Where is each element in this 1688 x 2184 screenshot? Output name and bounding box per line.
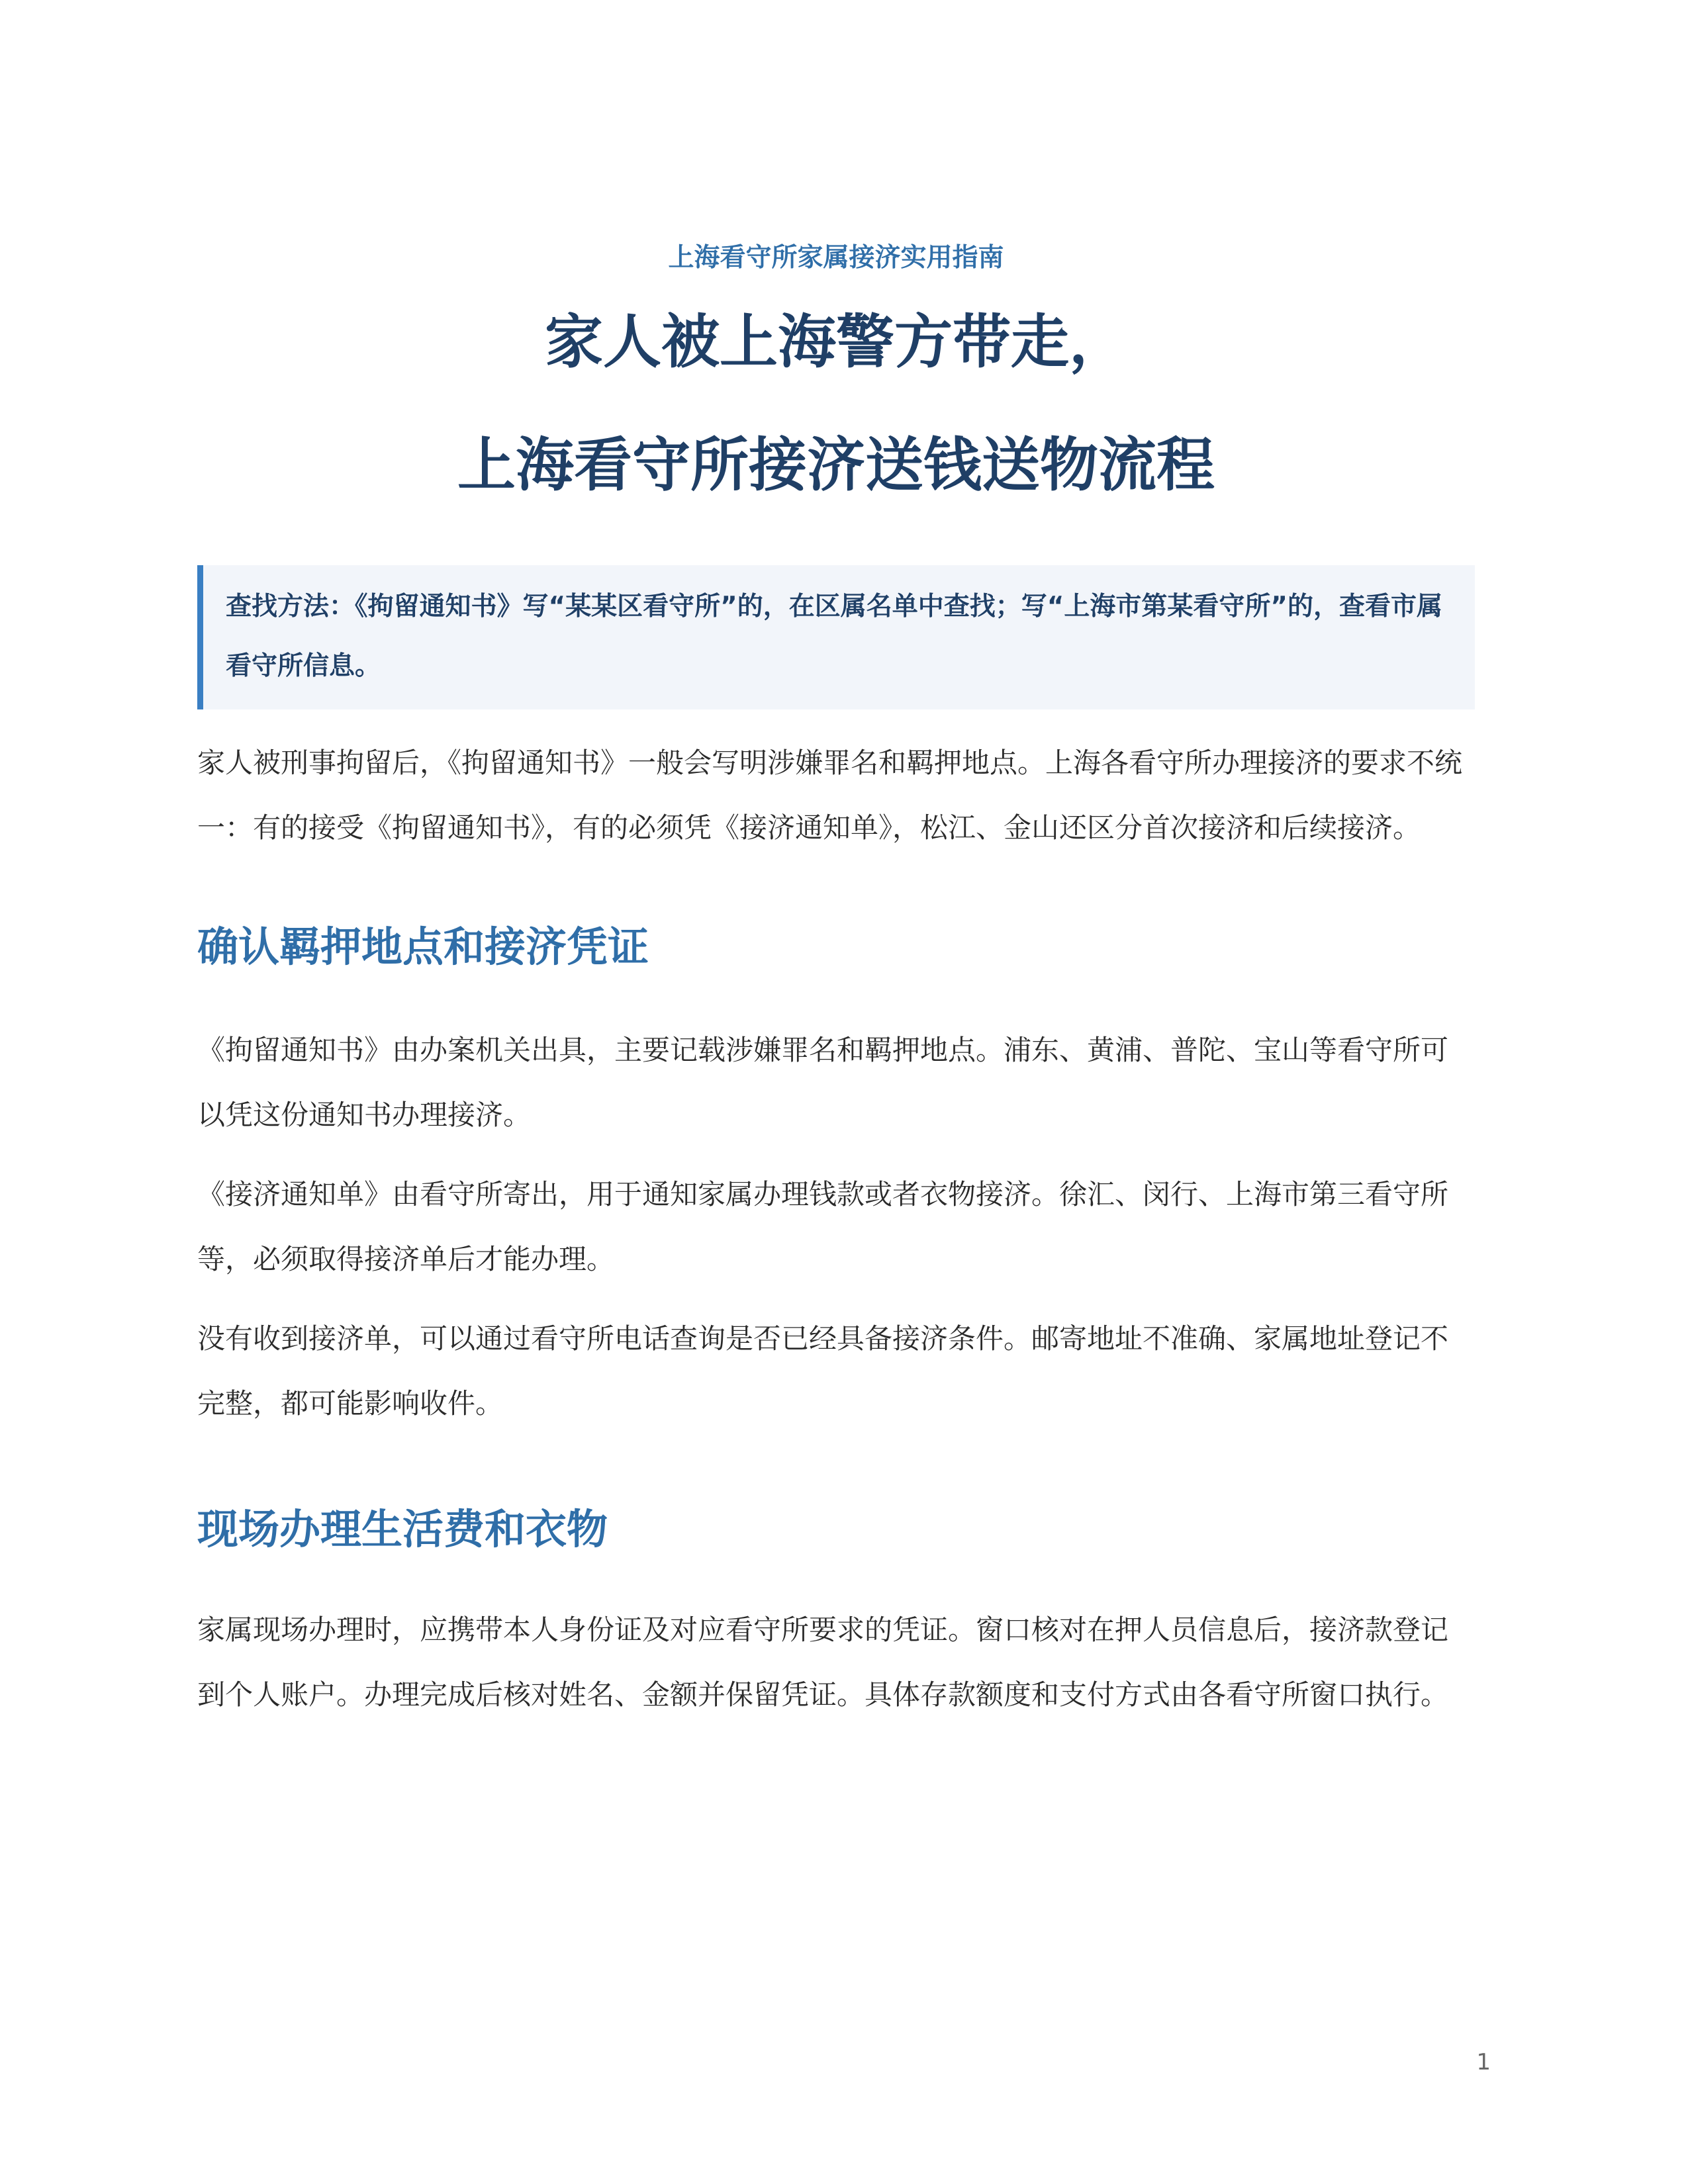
intro-paragraph: 家人被刑事拘留后，《拘留通知书》一般会写明涉嫌罪名和羁押地点。上海各看守所办理接济的要求不统一：有的接受《拘留通知书》，有的必须凭《接济通知单》，松江、金山还区分首次接济和后续接济。	[197, 747, 1463, 844]
section-heading-confirm-location: 确认羁押地点和接济凭证	[197, 923, 649, 971]
title-line-1: 家人被上海警方带走，	[544, 308, 1127, 376]
document-content	[197, 238, 1475, 1727]
section-2-paragraph-1: 家属现场办理时，应携带本人身份证及对应看守所要求的凭证。窗口核对在押人员信息后，接济款登记到个人账户。办理完成后核对姓名、金额并保留凭证。具体存款额度和支付方式由各看守所窗口执行。	[197, 1614, 1449, 1711]
section-1-paragraph-2: 《接济通知单》由看守所寄出，用于通知家属办理钱款或者衣物接济。徐汇、闵行、上海市第三看守所等，必须取得接济单后才能办理。	[197, 1178, 1449, 1275]
section-heading-onsite-processing: 现场办理生活费和衣物	[197, 1505, 608, 1553]
section-1-paragraph-1: 《拘留通知书》由办案机关出具，主要记载涉嫌罪名和羁押地点。浦东、黄浦、普陀、宝山等看守所可以凭这份通知书办理接济。	[197, 1034, 1449, 1131]
document-title	[197, 281, 1475, 527]
title-line-2: 上海看守所接济送钱送物流程	[457, 431, 1215, 499]
document-kicker: 上海看守所家属接济实用指南	[668, 243, 1004, 273]
section-1-paragraph-3: 没有收到接济单，可以通过看守所电话查询是否已经具备接济条件。邮寄地址不准确、家属地址登记不完整，都可能影响收件。	[197, 1322, 1449, 1420]
page-number: 1	[1476, 2049, 1491, 2075]
search-method-callout: 查找方法：《拘留通知书》写“某某区看守所”的，在区属名单中查找；写“上海市第某看守所”的，查看市属看守所信息。	[197, 565, 1475, 709]
